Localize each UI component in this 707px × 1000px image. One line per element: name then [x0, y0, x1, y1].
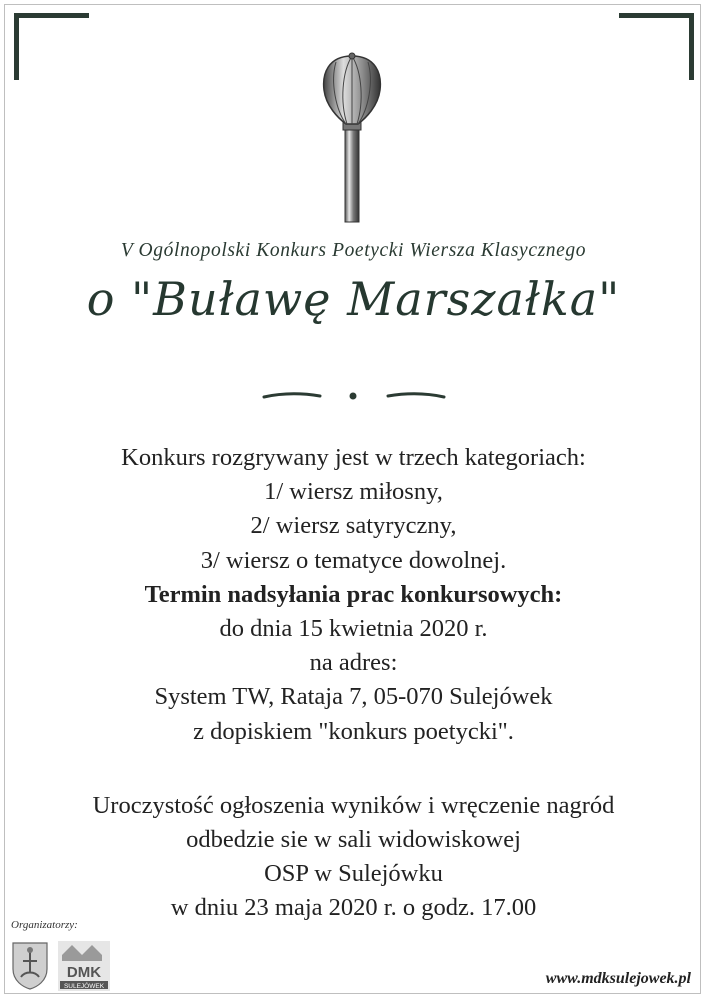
announcement-body — [0, 441, 707, 926]
ceremony-line: w dniu 23 maja 2020 r. o godz. 17.00 — [170, 894, 537, 922]
deadline-heading: Termin nadsyłania prac konkursowych: — [144, 580, 563, 608]
ceremony-line: Uroczystość ogłoszenia wyników i wręczenie nagród — [92, 791, 615, 819]
deadline-line: z dopiskiem "konkurs poetycki". — [193, 717, 514, 745]
marshal-baton-icon — [316, 52, 388, 224]
website-link[interactable]: www.mdksulejowek.pl — [545, 970, 691, 987]
logo-subtext: SULEJÓWEK — [63, 983, 105, 990]
sulejowek-coat-of-arms-logo — [11, 941, 49, 991]
contest-subtitle: V Ogólnopolski Konkurs Poetycki Wiersza Klasycznego — [120, 240, 587, 261]
organizers-label: Organizatorzy: — [11, 919, 78, 931]
ornamental-divider — [262, 384, 446, 406]
corner-ornament-top-right — [619, 13, 694, 80]
mdk-sulejowek-logo — [58, 941, 110, 991]
body-line: Konkurs rozgrywany jest w trzech kategoriach: — [121, 444, 586, 471]
deadline-line: na adres: — [309, 649, 398, 677]
corner-ornament-top-left — [14, 13, 89, 80]
body-line: 1/ wiersz miłosny, — [264, 478, 443, 506]
ceremony-line: OSP w Sulejówku — [264, 860, 443, 888]
deadline-line: System TW, Rataja 7, 05-070 Sulejówek — [154, 683, 553, 711]
contest-title: o "Buławę Marszałka" — [86, 272, 621, 326]
deadline-line: do dnia 15 kwietnia 2020 r. — [219, 615, 488, 643]
body-line: 3/ wiersz o tematyce dowolnej. — [200, 546, 507, 574]
body-line: 2/ wiersz satyryczny, — [250, 512, 457, 540]
ceremony-line: odbedzie sie w sali widowiskowej — [186, 826, 521, 854]
logo-mdk-text: DMK — [66, 964, 102, 981]
